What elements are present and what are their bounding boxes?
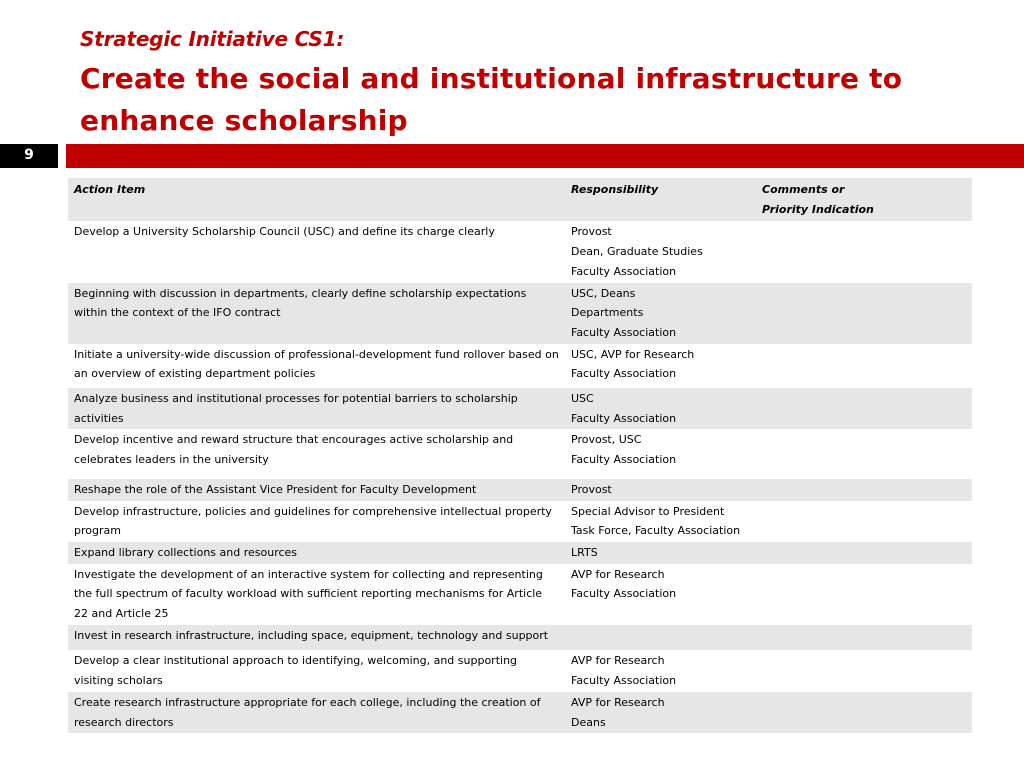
comments-cell [756,221,972,282]
action-item-cell: Create research infrastructure appropriate for each college, including the creation of research directors [74,695,541,729]
responsibility-line: Provost [571,225,612,239]
table-row [68,429,972,478]
action-item-cell: Beginning with discussion in departments, clearly define scholarship expectations within the context of the IFO contract [74,286,527,320]
table-row [68,625,972,651]
table-row [68,564,972,625]
table-row [68,221,972,282]
comments-cell [756,388,972,429]
responsibility-line: Provost, USC [571,433,642,447]
responsibility-line: Deans [571,715,606,729]
header-action-item: Action Item [74,183,146,196]
comments-cell [756,344,972,388]
responsibility-line: USC, Deans [571,286,636,300]
action-item-cell: Reshape the role of the Assistant Vice President for Faculty Development [74,482,477,496]
header-responsibility: Responsibility [571,183,659,196]
header-comments [756,178,972,221]
action-item-cell: Analyze business and institutional processes for potential barriers to scholarship activities [74,392,518,425]
responsibility-line: Departments [571,306,644,320]
responsibility-cell [565,344,756,388]
responsibility-cell [565,501,756,542]
action-item-cell: Develop a clear institutional approach to identifying, welcoming, and supporting visiting scholars [74,654,518,688]
responsibility-line: AVP for Research [571,567,665,581]
responsibility-cell [565,221,756,282]
comments-cell [756,650,972,691]
responsibility-line: AVP for Research [571,695,665,709]
table-row [68,388,972,429]
table-body [68,221,972,733]
responsibility-line: Faculty Association [571,325,677,339]
comments-cell [756,692,972,733]
responsibility-line: Provost [571,482,612,496]
action-item-cell: Develop infrastructure, policies and guidelines for comprehensive intellectual property program [74,504,552,538]
table-header-row [68,178,972,221]
responsibility-line: Task Force, Faculty Association [571,524,741,538]
responsibility-cell [565,650,756,691]
comments-cell [756,429,972,478]
slide-subtitle: Strategic Initiative CS1: [80,27,345,51]
table-row [68,650,972,691]
responsibility-cell [565,542,756,564]
comments-cell [756,501,972,542]
comments-cell [756,625,972,651]
header-comments-line: Comments or [762,183,845,196]
table-row [68,283,972,344]
table-row [68,479,972,501]
responsibility-line: Faculty Association [571,367,677,381]
table-row [68,542,972,564]
slide-number: 9 [0,144,58,168]
table-row [68,692,972,733]
comments-cell [756,564,972,625]
responsibility-line: Faculty Association [571,411,677,425]
responsibility-cell [565,429,756,478]
responsibility-cell [565,692,756,733]
header-comments-line: Priority Indication [762,202,874,216]
responsibility-line: Faculty Association [571,264,677,278]
responsibility-line: Dean, Graduate Studies [571,245,703,259]
responsibility-cell [565,479,756,501]
responsibility-line: USC, AVP for Research [571,347,695,361]
responsibility-line: LRTS [571,545,598,559]
action-items-table [68,178,972,733]
table-row [68,344,972,388]
action-item-cell: Develop incentive and reward structure that encourages active scholarship and celebrates leaders in the university [74,433,514,467]
table-row [68,501,972,542]
responsibility-cell [565,283,756,344]
action-item-cell: Initiate a university-wide discussion of professional-development fund rollover based on an overview of existing department policies [74,347,559,381]
comments-cell [756,283,972,344]
responsibility-cell [565,388,756,429]
comments-cell [756,542,972,564]
action-item-cell: Develop a University Scholarship Council (USC) and define its charge clearly [74,225,495,239]
responsibility-line: AVP for Research [571,654,665,668]
responsibility-line: Faculty Association [571,453,677,467]
responsibility-line: USC [571,392,594,406]
action-item-cell: Expand library collections and resources [74,545,298,559]
responsibility-line: Faculty Association [571,587,677,601]
responsibility-cell [565,564,756,625]
action-item-cell: Invest in research infrastructure, including space, equipment, technology and support [74,628,549,642]
title-divider-bar [66,144,1024,168]
comments-cell [756,479,972,501]
slide-title: Create the social and institutional infrastructure to enhance scholarship [80,62,903,137]
responsibility-cell [565,625,756,651]
responsibility-line: Special Advisor to President [571,504,725,518]
responsibility-line: Faculty Association [571,674,677,688]
action-item-cell: Investigate the development of an interactive system for collecting and representing the full spectrum of faculty workload with sufficient reporting mechanisms for Article 22 and Article 25 [74,567,543,621]
